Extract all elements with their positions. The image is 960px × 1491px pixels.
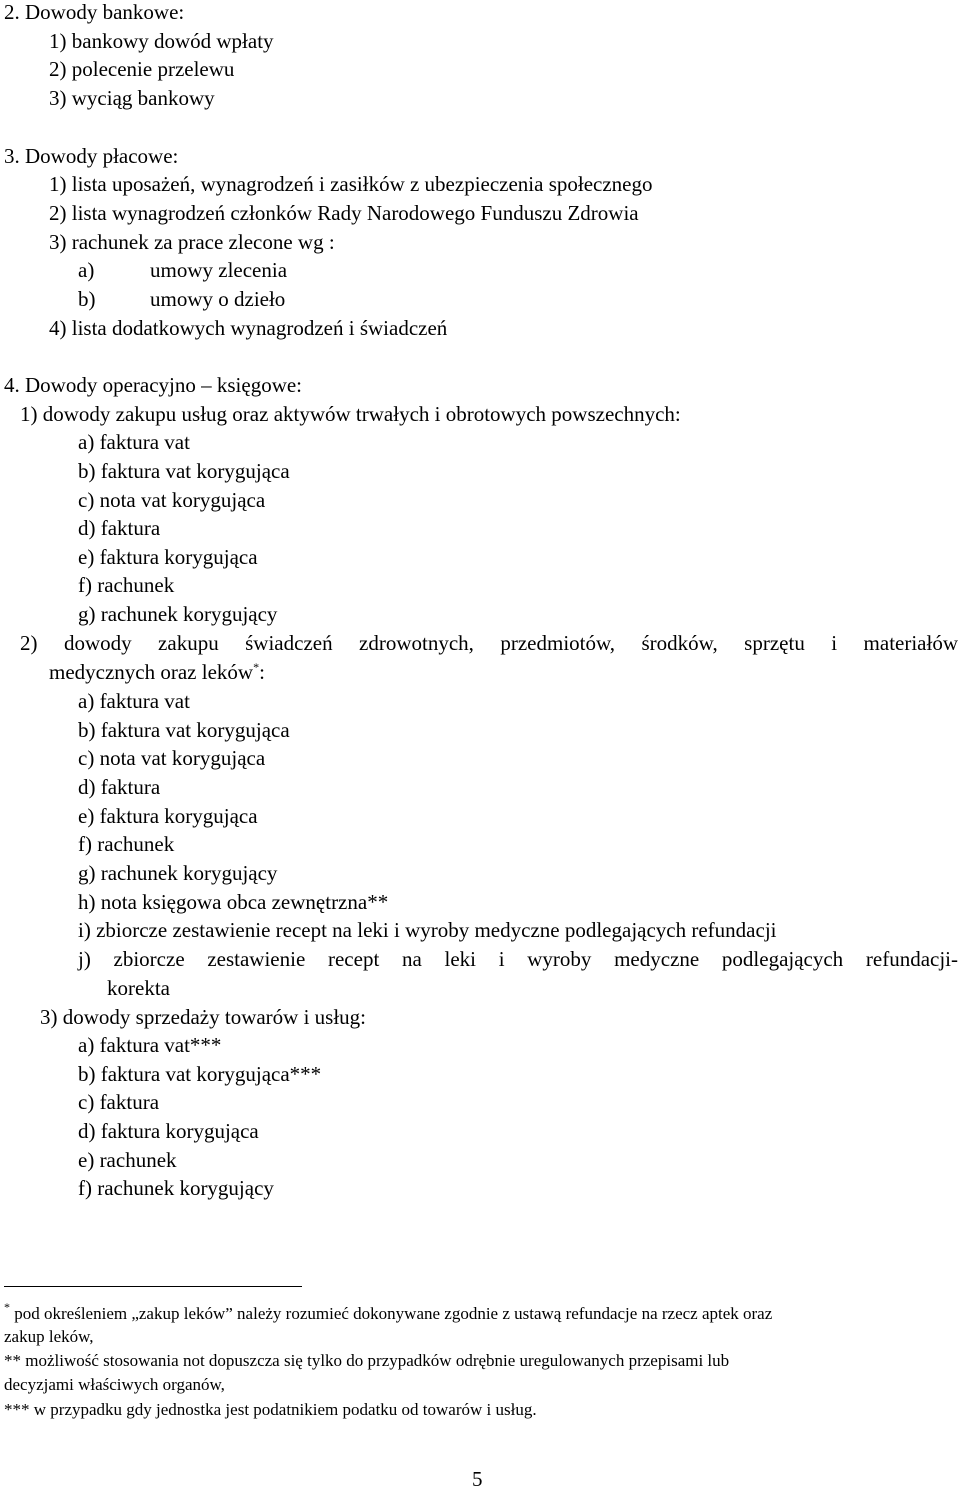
list-item: a) faktura vat: [78, 430, 190, 454]
subsection-title-text: medycznych oraz leków: [49, 660, 254, 684]
page-number: 5: [472, 1467, 483, 1491]
section-2-heading: 2. Dowody bankowe:: [4, 0, 185, 24]
list-item: a) faktura vat: [78, 689, 190, 713]
list-item: b) faktura vat korygująca: [78, 459, 290, 483]
list-item: e) faktura korygująca: [78, 545, 258, 569]
list-item-continued: korekta: [107, 976, 170, 1000]
section-4-heading: 4. Dowody operacyjno – księgowe:: [4, 373, 303, 397]
footnote-3: *** w przypadku gdy jednostka jest podatnikiem podatku od towarów i usług.: [4, 1400, 537, 1419]
footnote-2-continued: decyzjami właściwych organów,: [4, 1375, 225, 1394]
footnote-2: ** możliwość stosowania not dopuszcza się tylko do przypadków odrębnie uregulowanych przepisami lub: [4, 1351, 730, 1370]
footnote-marker: *: [4, 1300, 10, 1314]
subsection-title-continued: [49, 660, 265, 684]
list-item: i) zbiorcze zestawienie recept na leki i wyroby medyczne podlegających refundacji: [78, 918, 777, 942]
list-item: g) rachunek korygujący: [78, 602, 278, 626]
list-item: 3) wyciąg bankowy: [49, 86, 215, 110]
list-item-letter: a): [78, 258, 95, 282]
subsection-title: 3) dowody sprzedaży towarów i usług:: [40, 1005, 367, 1029]
list-item: 1) lista uposażeń, wynagrodzeń i zasiłków z ubezpieczenia społecznego: [49, 172, 653, 196]
list-item: 1) bankowy dowód wpłaty: [49, 29, 274, 53]
footnote-1: [4, 1300, 773, 1325]
list-item: f) rachunek: [78, 573, 175, 597]
list-item: e) faktura korygująca: [78, 804, 258, 828]
list-item: b) faktura vat korygująca***: [78, 1062, 322, 1086]
list-item: 2) lista wynagrodzeń członków Rady Narodowego Funduszu Zdrowia: [49, 201, 639, 225]
list-item: c) nota vat korygująca: [78, 488, 266, 512]
footnote-text: pod określeniem „zakup leków” należy rozumieć dokonywane zgodnie z ustawą refundacje na rzecz aptek oraz: [10, 1304, 773, 1323]
list-item: 4) lista dodatkowych wynagrodzeń i świadczeń: [49, 316, 448, 340]
list-item: h) nota księgowa obca zewnętrzna**: [78, 890, 389, 914]
list-item: d) faktura: [78, 516, 161, 540]
footnote-marker: *: [253, 660, 260, 674]
list-item: e) rachunek: [78, 1148, 177, 1172]
list-item: umowy o dzieło: [150, 287, 286, 311]
list-item: b) faktura vat korygująca: [78, 718, 290, 742]
list-item: d) faktura: [78, 775, 161, 799]
list-item: f) rachunek: [78, 832, 175, 856]
list-item-letter: b): [78, 287, 96, 311]
list-item: j) zbiorcze zestawienie recept na leki i wyroby medyczne podlegających refundacji-: [78, 947, 958, 971]
list-item: d) faktura korygująca: [78, 1119, 259, 1143]
list-item: a) faktura vat***: [78, 1033, 222, 1057]
list-item: umowy zlecenia: [150, 258, 288, 282]
list-item: 2) polecenie przelewu: [49, 57, 235, 81]
footnote-1-continued: zakup leków,: [4, 1327, 94, 1346]
subsection-title: 2) dowody zakupu świadczeń zdrowotnych, przedmiotów, środków, sprzętu i materiałów: [20, 631, 958, 655]
list-item: g) rachunek korygujący: [78, 861, 278, 885]
subsection-title: 1) dowody zakupu usług oraz aktywów trwałych i obrotowych powszechnych:: [20, 402, 681, 426]
footnote-separator: [4, 1286, 302, 1287]
list-item: c) faktura: [78, 1090, 160, 1114]
list-item: c) nota vat korygująca: [78, 746, 266, 770]
subsection-title-colon: :: [259, 660, 265, 684]
section-3-heading: 3. Dowody płacowe:: [4, 144, 179, 168]
list-item: 3) rachunek za prace zlecone wg :: [49, 230, 335, 254]
list-item: f) rachunek korygujący: [78, 1176, 274, 1200]
